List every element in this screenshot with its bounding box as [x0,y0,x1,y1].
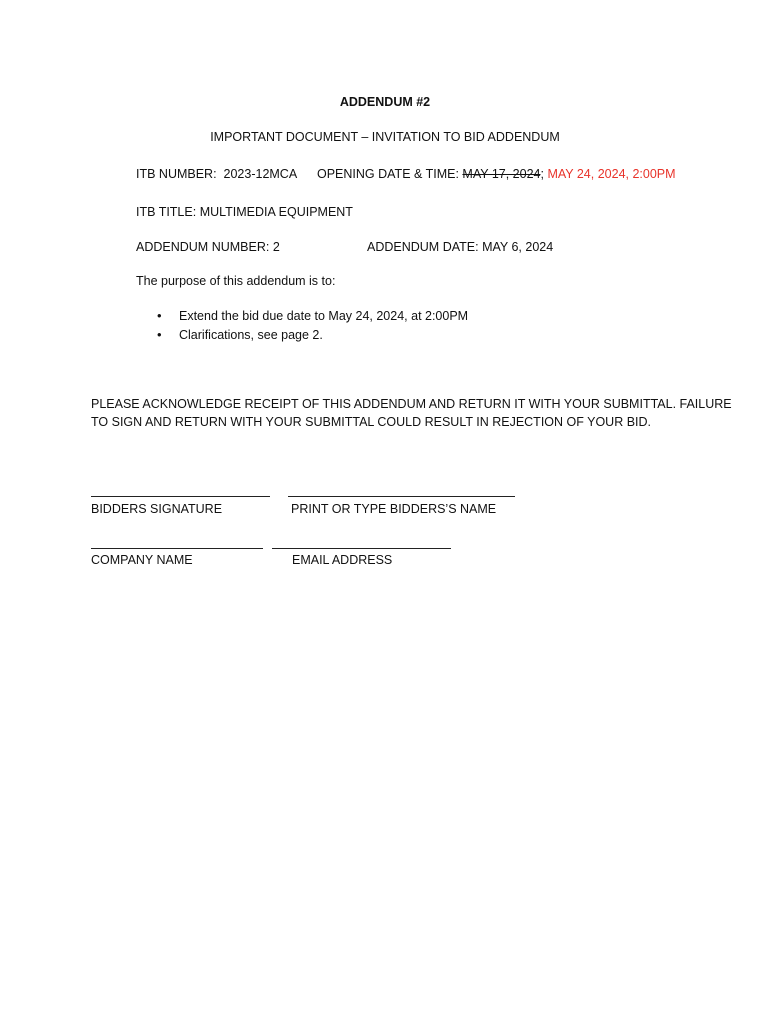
document-subtitle: IMPORTANT DOCUMENT – INVITATION TO BID ADDENDUM [210,130,560,144]
addendum-date-label: ADDENDUM DATE: [367,240,479,254]
itb-number-label: ITB NUMBER: [136,167,217,181]
bidders-signature-line[interactable] [91,496,270,497]
bullet-icon: • [157,308,162,323]
addendum-number-value: 2 [272,240,280,254]
addendum-number-label: ADDENDUM NUMBER: [136,240,270,254]
print-name-label: PRINT OR TYPE BIDDERS’S NAME [291,502,497,516]
email-address-line[interactable] [272,548,451,549]
page-title: ADDENDUM #2 [339,95,431,109]
company-name-line[interactable] [91,548,263,549]
purpose-intro: The purpose of this addendum is to: [136,274,336,288]
addendum-date-value: MAY 6, 2024 [482,240,554,254]
itb-title-value: MULTIMEDIA EQUIPMENT [199,205,353,219]
list-item-text: Extend the bid due date to May 24, 2024, at 2:00PM [179,309,469,323]
opening-date-separator: ; [540,167,544,181]
print-name-line[interactable] [288,496,515,497]
notice-line-1: PLEASE ACKNOWLEDGE RECEIPT OF THIS ADDENDUM AND RETURN IT WITH YOUR SUBMITTAL. FAILURE [91,397,732,411]
itb-title-label: ITB TITLE: [136,205,197,219]
addendum-date-row [367,239,553,255]
bidders-signature-label: BIDDERS SIGNATURE [91,502,223,516]
email-address-label: EMAIL ADDRESS [292,553,393,567]
list-item [157,327,323,343]
itb-number-value: 2023-12MCA [223,167,298,181]
notice-line-2: TO SIGN AND RETURN WITH YOUR SUBMITTAL COULD RESULT IN REJECTION OF YOUR BID. [91,415,652,429]
opening-date-label: OPENING DATE & TIME: [317,167,459,181]
itb-title-row [136,204,353,220]
bullet-icon: • [157,327,162,342]
company-name-label: COMPANY NAME [91,553,193,567]
opening-date-new: MAY 24, 2024, 2:00PM [547,167,676,181]
opening-date-row [317,166,676,182]
list-item [157,308,469,324]
opening-date-old: MAY 17, 2024 [462,167,541,181]
addendum-number-row [136,239,280,255]
itb-number-row [136,166,297,182]
list-item-text: Clarifications, see page 2. [179,328,323,342]
